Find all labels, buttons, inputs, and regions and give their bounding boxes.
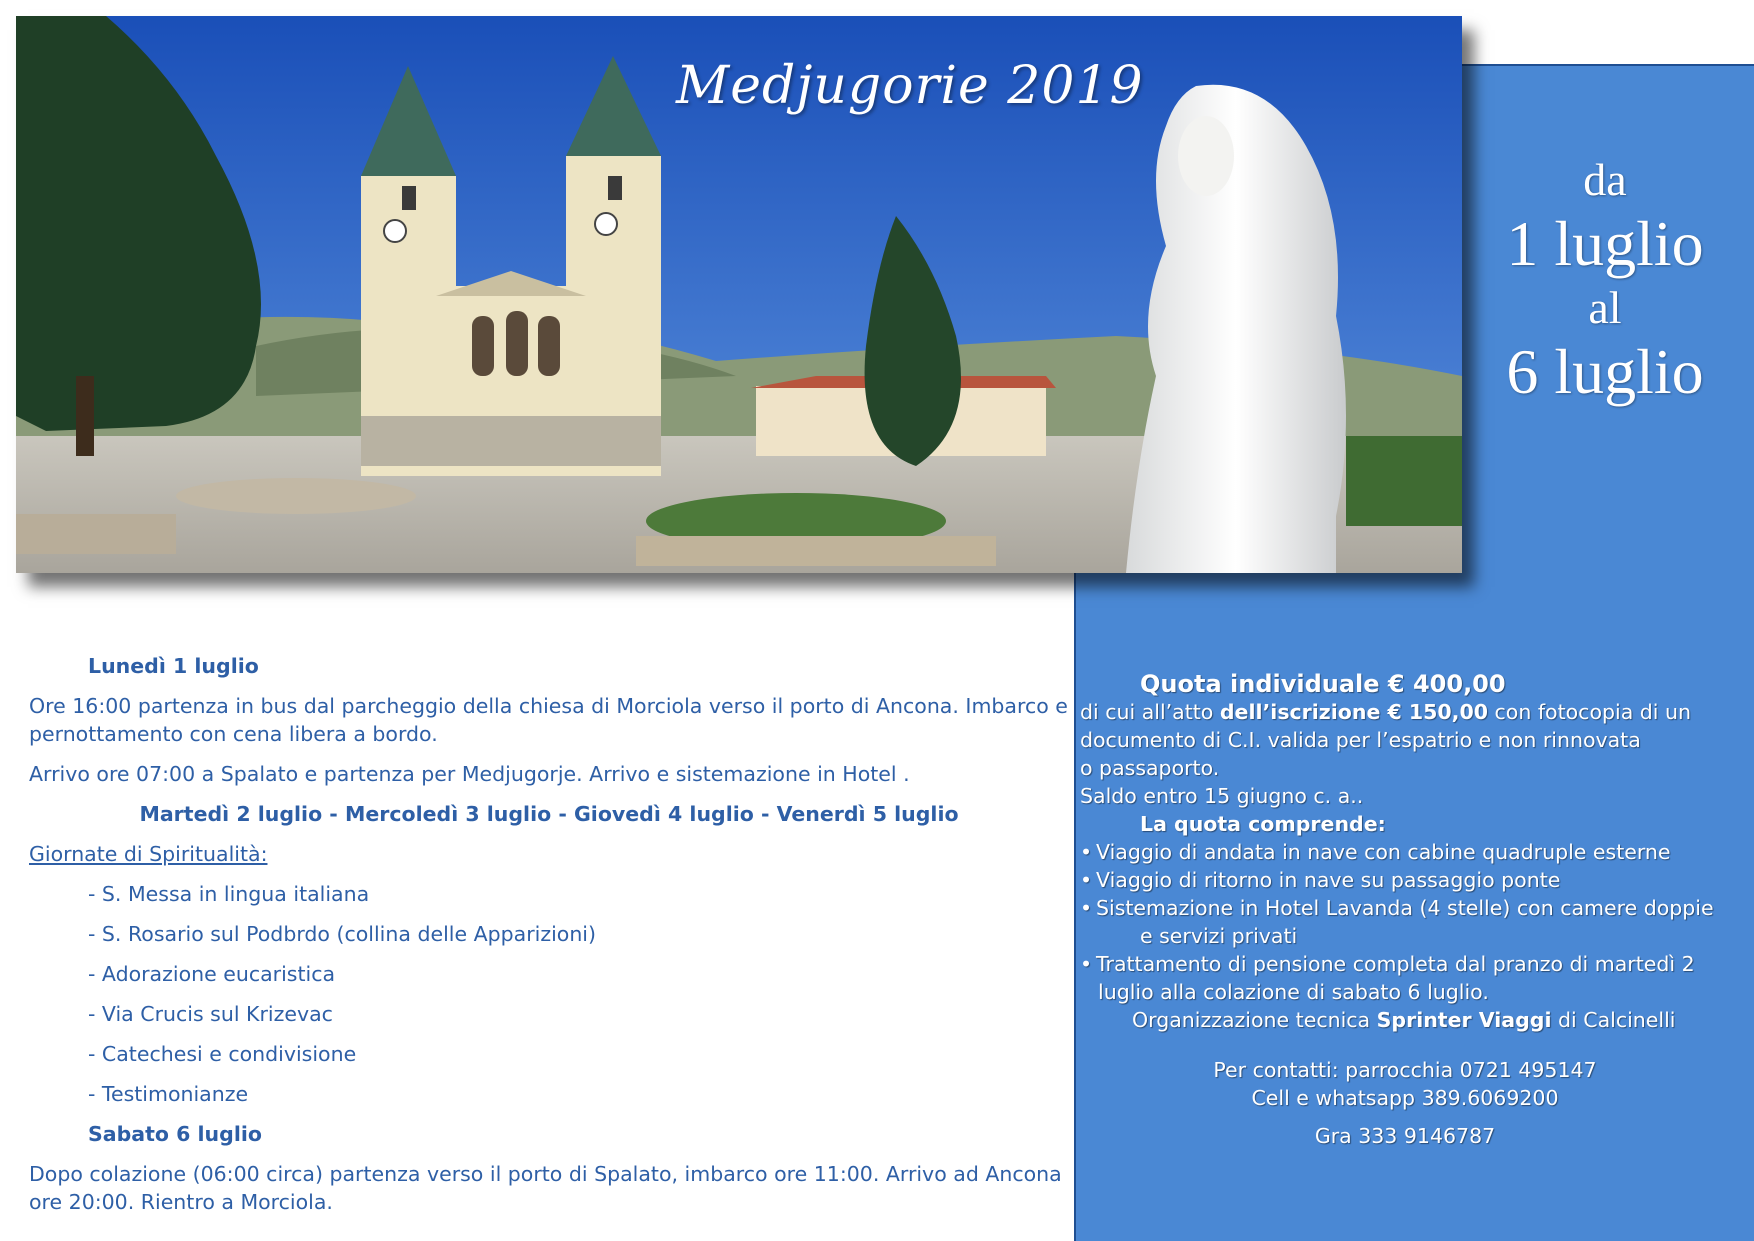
middle-days-heading: Martedì 2 luglio - Mercoledì 3 luglio - Giovedì 4 luglio - Venerdì 5 luglio <box>139 802 959 826</box>
price-line: Quota individuale € 400,00 <box>1140 670 1506 698</box>
organizer-prefix: Organizzazione tecnica <box>1132 1008 1377 1032</box>
day1-arrival: Arrivo ore 07:00 a Spalato e partenza per Medjugorje. Arrivo e sistemazione in Hotel . <box>29 762 910 786</box>
includes-item: • Sistemazione in Hotel Lavanda (4 stelle) con camere doppie <box>1080 894 1730 922</box>
spacer <box>1080 1034 1730 1056</box>
deposit-prefix: di cui all’atto <box>1080 700 1220 724</box>
activity-item: - S. Rosario sul Podbrdo (collina delle Apparizioni) <box>88 922 597 946</box>
program-text <box>29 652 1069 1216</box>
contact-parish: Per contatti: parrocchia 0721 495147 <box>1213 1058 1597 1082</box>
last-day-heading: Sabato 6 luglio <box>88 1122 262 1146</box>
trip-dates <box>1440 150 1754 406</box>
activity-item: - S. Messa in lingua italiana <box>88 882 370 906</box>
contact-gra: Gra 333 9146787 <box>1314 1124 1496 1148</box>
activity-item: - Catechesi e condivisione <box>88 1042 357 1066</box>
includes-item-cont: luglio alla colazione di sabato 6 luglio. <box>1098 980 1489 1004</box>
includes-item: • Viaggio di ritorno in nave su passaggio ponte <box>1080 866 1730 894</box>
deposit-line3: o passaporto. <box>1080 756 1220 780</box>
deposit-text <box>1080 698 1730 754</box>
organizer-line <box>1080 1006 1730 1034</box>
activity-item: - Adorazione eucaristica <box>88 962 336 986</box>
includes-heading: La quota comprende: <box>1140 812 1386 836</box>
date-from-word: da <box>1583 154 1627 205</box>
balance-line: Saldo entro 15 giugno c. a.. <box>1080 784 1364 808</box>
activity-item: - Testimonianze <box>88 1082 249 1106</box>
includes-item-cont: e servizi privati <box>1140 924 1298 948</box>
includes-item: • Viaggio di andata in nave con cabine quadruple esterne <box>1080 838 1730 866</box>
banner-image <box>16 16 1462 573</box>
last-day-text: Dopo colazione (06:00 circa) partenza verso il porto di Spalato, imbarco ore 11:00. Arrivo ad Ancona ore 20:00. Rientro a Morciola. <box>29 1162 1062 1214</box>
pricing-info <box>1080 670 1730 1150</box>
banner-title: Medjugorie 2019 <box>676 56 1144 116</box>
spirituality-label: Giornate di Spiritualità: <box>29 842 268 866</box>
includes-item: • Trattamento di pensione completa dal pranzo di martedì 2 <box>1080 950 1730 978</box>
date-from: 1 luglio <box>1506 208 1704 279</box>
deposit-amount: dell’iscrizione € 150,00 <box>1219 700 1488 724</box>
day1-text: Ore 16:00 partenza in bus dal parcheggio della chiesa di Morciola verso il porto di Ancona. Imbarco e pernottamento con cena libera a bordo. <box>29 694 1068 746</box>
organizer-suffix: di Calcinelli <box>1551 1008 1676 1032</box>
date-to-word: al <box>1588 282 1622 333</box>
activity-item: - Via Crucis sul Krizevac <box>88 1002 333 1026</box>
organizer-name: Sprinter Viaggi <box>1376 1008 1552 1032</box>
day1-heading: Lunedì 1 luglio <box>88 654 259 678</box>
contact-cell: Cell e whatsapp 389.6069200 <box>1251 1086 1559 1110</box>
deposit-suffix: con fotocopia di un documento di C.I. valida per l’espatrio e non rinnovata <box>1080 700 1691 752</box>
date-to: 6 luglio <box>1506 336 1704 407</box>
